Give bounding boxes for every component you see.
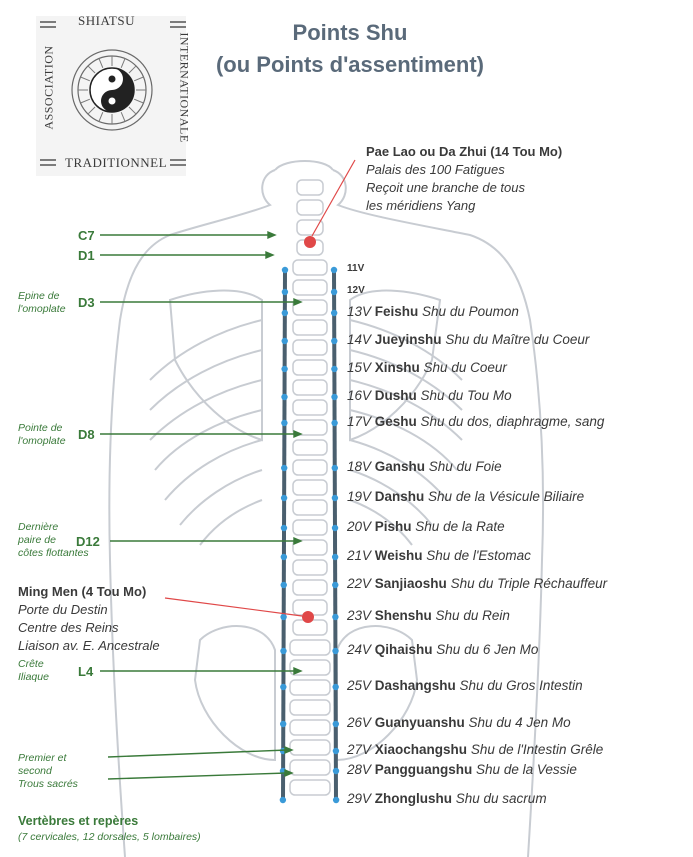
shu-point-17v bbox=[347, 414, 604, 429]
shu-point-dot bbox=[281, 394, 287, 400]
vertebra bbox=[293, 460, 327, 475]
shu-point-25v bbox=[347, 678, 583, 693]
vertebra bbox=[293, 440, 327, 455]
shu-point-dot bbox=[332, 648, 338, 654]
point-description: Shu du 6 Jen Mo bbox=[436, 642, 539, 657]
shu-point-dot bbox=[332, 582, 338, 588]
point-number: 25V bbox=[347, 678, 372, 693]
bladder-meridian-left bbox=[283, 270, 285, 800]
shu-point-dot bbox=[281, 582, 287, 588]
point-number: 17V bbox=[347, 414, 372, 429]
da-zhui-line2: Reçoit une branche de tous bbox=[366, 180, 525, 195]
shu-point-dot bbox=[332, 684, 338, 690]
point-name: Danshu bbox=[371, 489, 429, 504]
shu-point-19v bbox=[347, 489, 584, 504]
vertebra bbox=[290, 680, 330, 695]
point-number: 11V bbox=[347, 263, 365, 274]
shu-point-dot bbox=[332, 554, 338, 560]
logo-text-left: ASSOCIATION bbox=[41, 45, 56, 130]
spine-vertebrae bbox=[290, 180, 330, 795]
landmark-epine bbox=[18, 290, 66, 316]
shu-point-11v bbox=[347, 263, 364, 274]
landmark-epine-1: Epine de bbox=[18, 290, 60, 302]
landmark-derniere-2: paire de bbox=[18, 534, 56, 546]
landmark-sacres-3: Trous sacrés bbox=[18, 778, 78, 790]
shu-point-dot bbox=[332, 495, 338, 501]
shu-point-dot bbox=[331, 420, 337, 426]
point-description: Shu de la Vessie bbox=[476, 762, 577, 777]
shu-point-29v bbox=[347, 791, 547, 806]
logo-text-top: SHIATSU bbox=[78, 13, 135, 28]
point-number: 15V bbox=[347, 360, 372, 375]
landmark-crete bbox=[18, 658, 49, 684]
point-name: Feishu bbox=[371, 304, 423, 319]
shu-point-dot bbox=[332, 525, 338, 531]
point-description: Shu du Rein bbox=[435, 608, 510, 623]
point-number: 27V bbox=[347, 742, 372, 757]
landmark-epine-2: l'omoplate bbox=[18, 303, 66, 315]
point-name: Jueyinshu bbox=[371, 332, 446, 347]
point-number: 12V bbox=[347, 285, 365, 296]
vertebra bbox=[293, 580, 327, 595]
landmark-arrows bbox=[100, 232, 301, 779]
shu-point-26v bbox=[347, 715, 571, 730]
vertebra bbox=[290, 720, 330, 735]
shu-point-21v bbox=[347, 548, 531, 563]
landmark-pointe-2: l'omoplate bbox=[18, 435, 66, 447]
marker-l4: L4 bbox=[78, 664, 94, 679]
ming-men-name: Ming Men (4 Tou Mo) bbox=[18, 584, 147, 599]
landmark-derniere-3: côtes flottantes bbox=[18, 547, 89, 559]
vertebra bbox=[290, 780, 330, 795]
vertebra bbox=[290, 700, 330, 715]
da-zhui-leader bbox=[312, 160, 355, 236]
shu-point-dot bbox=[281, 495, 287, 501]
marker-d12: D12 bbox=[76, 534, 100, 549]
vertebra bbox=[293, 400, 327, 415]
landmark-sacres-2: second bbox=[18, 765, 52, 777]
point-name: Zhonglushu bbox=[371, 791, 456, 806]
point-name: Shenshu bbox=[371, 608, 436, 623]
vertebra bbox=[293, 500, 327, 515]
page-title: Points Shu bbox=[292, 20, 408, 45]
shu-point-28v bbox=[347, 762, 577, 777]
landmark-derniere-1: Dernière bbox=[18, 521, 59, 533]
point-description: Shu du sacrum bbox=[455, 791, 547, 806]
point-name: Geshu bbox=[371, 414, 421, 429]
marker-c7: C7 bbox=[78, 228, 95, 243]
point-name: Xinshu bbox=[371, 360, 424, 375]
shu-point-dot bbox=[280, 648, 286, 654]
point-description: Shu du 4 Jen Mo bbox=[468, 715, 571, 730]
ming-men-point bbox=[302, 611, 314, 623]
point-number: 22V bbox=[347, 576, 372, 591]
shu-point-dot bbox=[280, 721, 286, 727]
landmark-crete-2: Iliaque bbox=[18, 671, 49, 683]
vertebra bbox=[290, 640, 330, 655]
ming-men-line3: Liaison av. E. Ancestrale bbox=[18, 638, 160, 653]
shu-point-dot bbox=[331, 366, 337, 372]
da-zhui-name: Pae Lao ou Da Zhui (14 Tou Mo) bbox=[366, 144, 563, 159]
shu-point-dot bbox=[282, 310, 288, 316]
point-number: 21V bbox=[347, 548, 372, 563]
shu-point-dot bbox=[282, 338, 288, 344]
point-description: Shu du dos, diaphragme, sang bbox=[420, 414, 605, 429]
da-zhui-line1: Palais des 100 Fatigues bbox=[366, 162, 505, 177]
point-description: Shu de l'Intestin Grêle bbox=[470, 742, 604, 757]
vertebra bbox=[293, 280, 327, 295]
shu-point-dot bbox=[281, 554, 287, 560]
shu-point-dot bbox=[331, 338, 337, 344]
da-zhui-point bbox=[304, 236, 316, 248]
landmark-crete-1: Crête bbox=[18, 658, 44, 670]
point-name: Ganshu bbox=[371, 459, 429, 474]
page-subtitle: (ou Points d'assentiment) bbox=[215, 52, 485, 77]
landmark-derniere bbox=[18, 521, 89, 560]
point-description: Shu du Gros Intestin bbox=[459, 678, 583, 693]
point-name: Pangguangshu bbox=[371, 762, 477, 777]
shu-point-15v bbox=[347, 360, 507, 375]
shu-point-12v bbox=[347, 285, 365, 296]
point-number: 18V bbox=[347, 459, 372, 474]
point-description: Shu de la Rate bbox=[415, 519, 505, 534]
point-description: Shu du Maître du Coeur bbox=[445, 332, 590, 347]
ming-men-annotation bbox=[18, 583, 160, 655]
shu-point-dot bbox=[282, 289, 288, 295]
shu-point-dot bbox=[280, 614, 286, 620]
point-description: Shu du Tou Mo bbox=[420, 388, 512, 403]
point-description: Shu du Poumon bbox=[422, 304, 519, 319]
shu-point-dot bbox=[281, 525, 287, 531]
vertebra bbox=[293, 380, 327, 395]
footer-subtitle: (7 cervicales, 12 dorsales, 5 lombaires) bbox=[18, 831, 201, 843]
marker-d1: D1 bbox=[78, 248, 95, 263]
landmark-pointe-1: Pointe de bbox=[18, 422, 63, 434]
shu-point-dot bbox=[333, 748, 339, 754]
landmark-sacres-1: Premier et bbox=[18, 752, 67, 764]
point-number: 29V bbox=[347, 791, 372, 806]
da-zhui-annotation bbox=[366, 143, 562, 215]
point-number: 23V bbox=[347, 608, 372, 623]
shu-point-23v bbox=[347, 608, 510, 623]
point-name: Pishu bbox=[371, 519, 416, 534]
ming-men-leader bbox=[165, 598, 302, 616]
shu-point-18v bbox=[347, 459, 502, 474]
vertebra bbox=[293, 360, 327, 375]
shu-point-22v bbox=[347, 576, 607, 591]
landmark-sacres bbox=[18, 752, 78, 791]
point-number: 28V bbox=[347, 762, 372, 777]
vertebra bbox=[297, 180, 323, 195]
vertebra bbox=[297, 200, 323, 215]
point-name: Xiaochangshu bbox=[371, 742, 471, 757]
point-name: Guanyuanshu bbox=[371, 715, 469, 730]
shu-point-dot bbox=[282, 267, 288, 273]
point-number: 24V bbox=[347, 642, 372, 657]
vertebra bbox=[293, 320, 327, 335]
point-name: Dushu bbox=[371, 388, 421, 403]
shu-point-dot bbox=[333, 721, 339, 727]
marker-d8: D8 bbox=[78, 427, 95, 442]
vertebra bbox=[293, 520, 327, 535]
shu-point-dot bbox=[331, 289, 337, 295]
vertebra bbox=[293, 480, 327, 495]
shu-point-dot bbox=[331, 394, 337, 400]
point-description: Shu de la Vésicule Biliaire bbox=[428, 489, 585, 504]
point-number: 26V bbox=[347, 715, 372, 730]
shu-point-16v bbox=[347, 388, 512, 403]
shu-point-13v bbox=[347, 304, 519, 319]
shu-point-27v bbox=[347, 742, 603, 757]
logo-text-bottom: TRADITIONNEL bbox=[65, 155, 168, 170]
point-name: Dashangshu bbox=[371, 678, 460, 693]
point-description: Shu de l'Estomac bbox=[426, 548, 531, 563]
point-name: Weishu bbox=[371, 548, 427, 563]
point-name: Sanjiaoshu bbox=[371, 576, 451, 591]
shu-point-dot bbox=[333, 797, 339, 803]
da-zhui-line3: les méridiens Yang bbox=[366, 198, 476, 213]
ming-men-line2: Centre des Reins bbox=[18, 620, 119, 635]
point-description: Shu du Foie bbox=[428, 459, 502, 474]
point-number: 19V bbox=[347, 489, 372, 504]
footer-title: Vertèbres et repères bbox=[18, 814, 139, 828]
shu-point-14v bbox=[347, 332, 589, 347]
point-number: 16V bbox=[347, 388, 372, 403]
shu-point-dot bbox=[333, 768, 339, 774]
point-name: Qihaishu bbox=[371, 642, 437, 657]
vertebra bbox=[293, 260, 327, 275]
shu-point-dot bbox=[281, 465, 287, 471]
shu-point-dot bbox=[281, 420, 287, 426]
vertebra bbox=[293, 560, 327, 575]
vertebra bbox=[290, 760, 330, 775]
shu-point-dot bbox=[332, 465, 338, 471]
bladder-meridian-right bbox=[334, 270, 336, 800]
vertebra bbox=[293, 340, 327, 355]
landmark-pointe bbox=[18, 422, 66, 448]
shu-point-20v bbox=[347, 519, 505, 534]
marker-d3: D3 bbox=[78, 295, 95, 310]
shu-point-24v bbox=[347, 642, 538, 657]
point-description: Shu du Coeur bbox=[423, 360, 507, 375]
shu-point-dot bbox=[332, 614, 338, 620]
shu-point-dot bbox=[280, 797, 286, 803]
shu-point-dot bbox=[331, 310, 337, 316]
shu-point-dot bbox=[280, 684, 286, 690]
ming-men-line1: Porte du Destin bbox=[18, 602, 108, 617]
point-description: Shu du Triple Réchauffeur bbox=[450, 576, 608, 591]
vertebra bbox=[290, 740, 330, 755]
shu-point-dot bbox=[281, 366, 287, 372]
logo-text-right: INTERNATIONALE bbox=[177, 32, 192, 143]
point-number: 20V bbox=[347, 519, 372, 534]
point-number: 13V bbox=[347, 304, 372, 319]
shu-point-dot bbox=[331, 267, 337, 273]
point-number: 14V bbox=[347, 332, 372, 347]
